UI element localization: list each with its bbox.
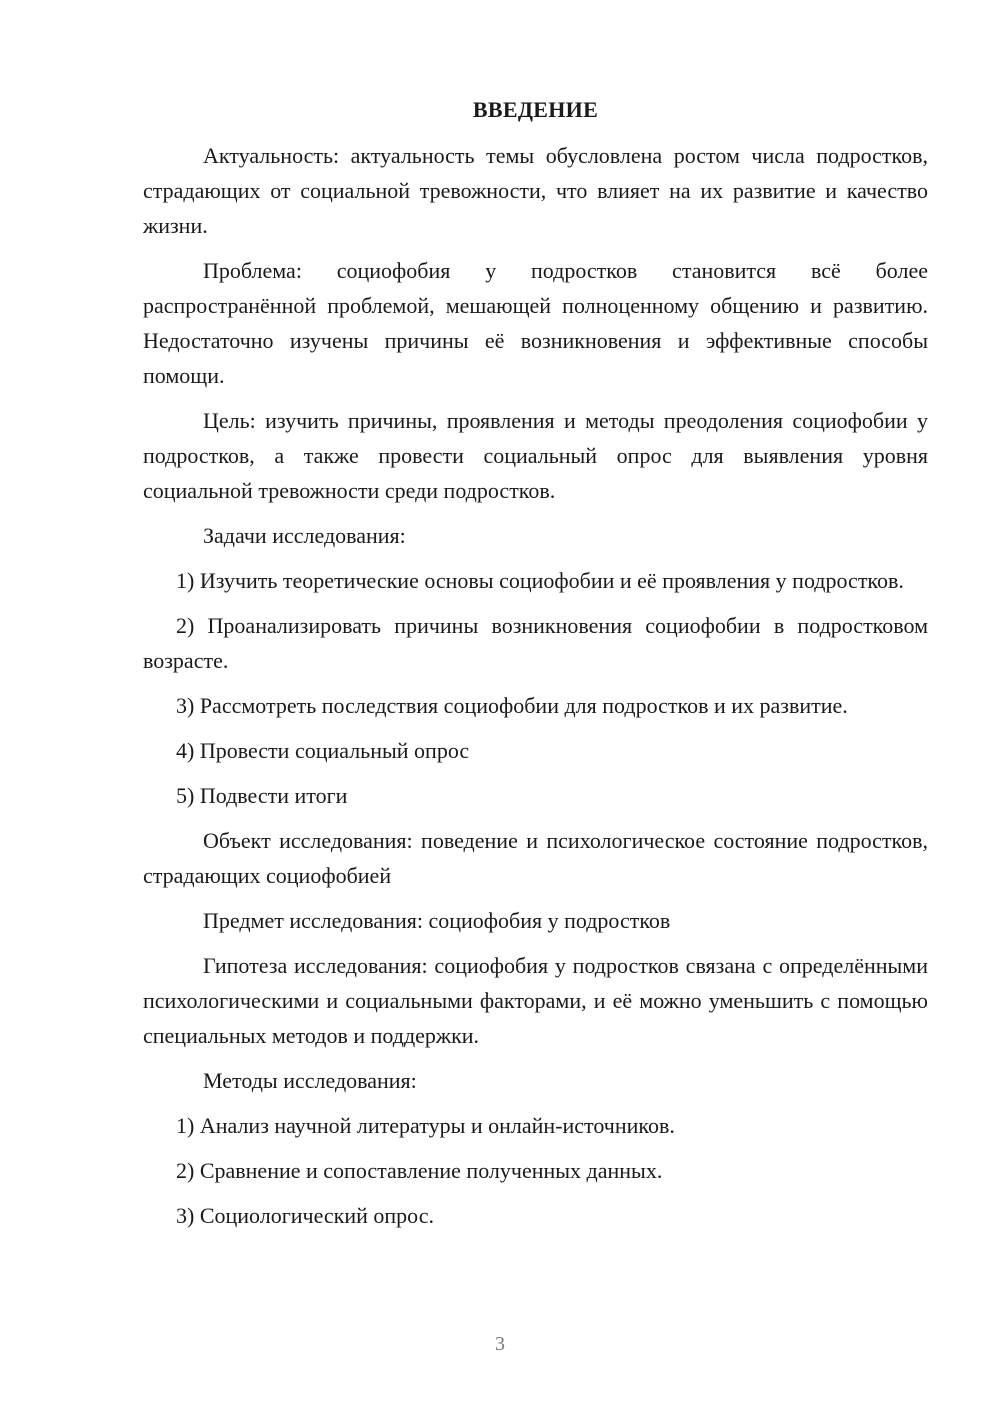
- method-item: 3) Социологический опрос.: [176, 1203, 434, 1228]
- paragraph-problem: Проблема: социофобия у подростков становится всё более распространённой проблемой, мешающей полноценному общению и развитию. Недостаточно изучены причины её возникновения и эффективные способы помощи.: [143, 258, 928, 388]
- task-item: 5) Подвести итоги: [176, 783, 348, 808]
- methods-heading: Методы исследования:: [203, 1068, 417, 1093]
- paragraph-relevance: Актуальность: актуальность темы обусловлена ростом числа подростков, страдающих от социальной тревожности, что влияет на их развитие и качество жизни.: [143, 143, 928, 238]
- paragraph-object: Объект исследования: поведение и психологическое состояние подростков, страдающих социофобией: [143, 828, 928, 888]
- document-page: [143, 96, 928, 1243]
- task-item: 3) Рассмотреть последствия социофобии для подростков и их развитие.: [176, 693, 848, 718]
- paragraph-subject: Предмет исследования: социофобия у подростков: [203, 908, 671, 933]
- tasks-heading: Задачи исследования:: [203, 523, 406, 548]
- task-item: 2) Проанализировать причины возникновения социофобии в подростковом возрасте.: [143, 613, 928, 673]
- task-item: 4) Провести социальный опрос: [176, 738, 470, 763]
- task-item: 1) Изучить теоретические основы социофобии и её проявления у подростков.: [176, 568, 904, 593]
- method-item: 2) Сравнение и сопоставление полученных данных.: [176, 1158, 663, 1183]
- page-title: ВВЕДЕНИЕ: [472, 97, 599, 122]
- method-item: 1) Анализ научной литературы и онлайн-источников.: [176, 1113, 675, 1138]
- paragraph-hypothesis: Гипотеза исследования: социофобия у подростков связана с определёнными психологическими и социальными факторами, и её можно уменьшить с помощью специальных методов и поддержки.: [143, 953, 928, 1048]
- paragraph-goal: Цель: изучить причины, проявления и методы преодоления социофобии у подростков, а также провести социальный опрос для выявления уровня социальной тревожности среди подростков.: [143, 408, 928, 503]
- page-number: 3: [495, 1333, 505, 1355]
